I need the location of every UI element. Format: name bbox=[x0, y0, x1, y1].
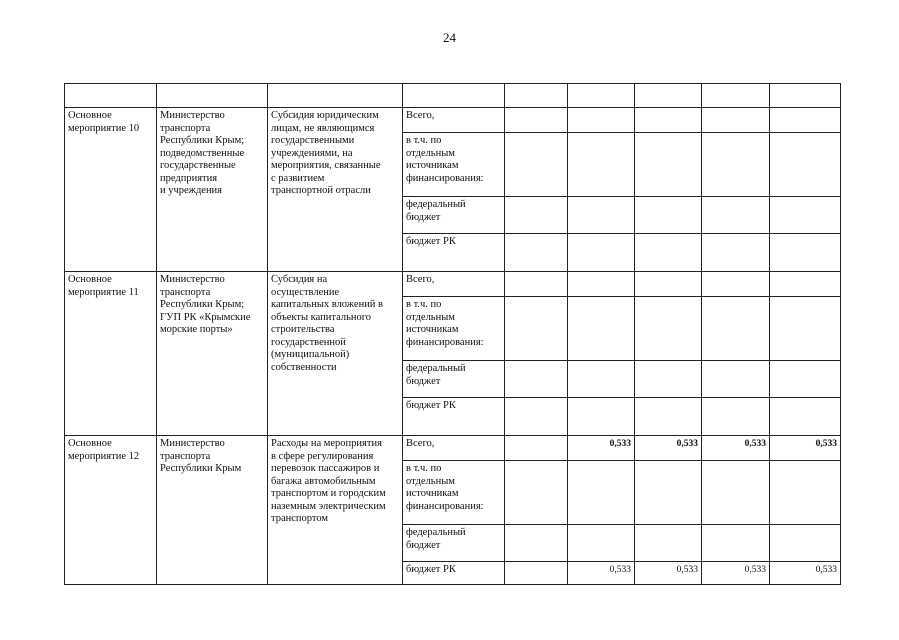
funding-source-cell bbox=[403, 562, 505, 585]
amount-cell: 0,533 bbox=[770, 436, 841, 461]
amount-cell bbox=[702, 234, 770, 272]
header-cell bbox=[635, 84, 702, 108]
amount-cell: 0,533 bbox=[635, 562, 702, 585]
funding-source-cell bbox=[403, 234, 505, 272]
financing-table bbox=[64, 83, 841, 585]
funding-source-cell bbox=[403, 361, 505, 398]
funding-source-cell bbox=[403, 461, 505, 525]
description-text: Субсидия на осуществление капитальных вложений в объекты капитального строительства государственной (муниципальной) собственности bbox=[271, 274, 384, 373]
header-cell bbox=[403, 84, 505, 108]
amount-cell bbox=[702, 133, 770, 197]
responsible-text: Министерство транспорта Республики Крым; ГУП РК «Крымские морские порты» bbox=[160, 274, 251, 335]
funding-source-label: бюджет РК bbox=[406, 236, 456, 247]
responsible-cell bbox=[157, 436, 268, 585]
amount-cell bbox=[770, 461, 841, 525]
funding-source-label: бюджет РК bbox=[406, 400, 456, 411]
amount-cell bbox=[635, 461, 702, 525]
funding-source-label: Всего, bbox=[406, 110, 435, 121]
funding-source-cell bbox=[403, 297, 505, 361]
header-cell bbox=[702, 84, 770, 108]
event-text: Основное мероприятие 12 bbox=[68, 438, 140, 462]
amount-cell bbox=[505, 272, 568, 297]
amount-cell: 0,533 bbox=[635, 436, 702, 461]
event-text: Основное мероприятие 11 bbox=[68, 274, 139, 298]
amount-cell bbox=[770, 197, 841, 234]
header-cell bbox=[505, 84, 568, 108]
header-cell bbox=[268, 84, 403, 108]
responsible-text: Министерство транспорта Республики Крым; подведомственные государственные предприятия и учреждения bbox=[160, 110, 245, 196]
amount-cell bbox=[702, 272, 770, 297]
table-header-row bbox=[65, 84, 841, 108]
amount-cell bbox=[505, 361, 568, 398]
responsible-cell bbox=[157, 272, 268, 436]
amount-cell bbox=[505, 461, 568, 525]
amount-cell: 0,533 bbox=[702, 562, 770, 585]
header-cell bbox=[65, 84, 157, 108]
amount-cell bbox=[505, 436, 568, 461]
amount-cell bbox=[702, 461, 770, 525]
amount-cell bbox=[568, 361, 635, 398]
amount-cell: 0,533 bbox=[770, 562, 841, 585]
funding-source-label: федеральный бюджет bbox=[406, 199, 466, 223]
event-cell bbox=[65, 436, 157, 585]
description-cell bbox=[268, 108, 403, 272]
amount-cell bbox=[635, 525, 702, 562]
amount-cell bbox=[568, 297, 635, 361]
amount-cell bbox=[635, 361, 702, 398]
amount-cell bbox=[568, 234, 635, 272]
amount-cell bbox=[568, 525, 635, 562]
header-cell bbox=[568, 84, 635, 108]
amount-cell bbox=[702, 361, 770, 398]
amount-cell bbox=[770, 272, 841, 297]
amount-cell bbox=[770, 398, 841, 436]
funding-source-label: в т.ч. по отдельным источникам финансирования: bbox=[406, 135, 484, 184]
page-number: 24 bbox=[443, 30, 456, 45]
description-cell bbox=[268, 436, 403, 585]
amount-cell bbox=[505, 525, 568, 562]
amount-cell bbox=[505, 133, 568, 197]
amount-cell bbox=[568, 398, 635, 436]
description-text: Субсидия юридическим лицам, не являющимся государственными учреждениями, на мероприятия, связанные с развитием транспортной отрасли bbox=[271, 110, 381, 196]
amount-cell bbox=[635, 234, 702, 272]
amount-cell bbox=[505, 108, 568, 133]
amount-cell bbox=[635, 108, 702, 133]
amount-cell bbox=[568, 133, 635, 197]
amount-cell bbox=[635, 398, 702, 436]
amount-cell bbox=[770, 234, 841, 272]
header-cell bbox=[157, 84, 268, 108]
amount-cell bbox=[505, 398, 568, 436]
funding-source-cell bbox=[403, 133, 505, 197]
amount-cell bbox=[702, 108, 770, 133]
table-row bbox=[65, 272, 841, 297]
amount-cell bbox=[505, 562, 568, 585]
funding-source-label: Всего, bbox=[406, 274, 435, 285]
event-cell bbox=[65, 108, 157, 272]
amount-cell bbox=[770, 361, 841, 398]
amount-cell bbox=[635, 272, 702, 297]
amount-cell: 0,533 bbox=[568, 436, 635, 461]
funding-source-label: федеральный бюджет bbox=[406, 363, 466, 387]
responsible-text: Министерство транспорта Республики Крым bbox=[160, 438, 242, 474]
responsible-cell bbox=[157, 108, 268, 272]
funding-source-label: в т.ч. по отдельным источникам финансирования: bbox=[406, 299, 484, 348]
amount-cell bbox=[505, 197, 568, 234]
amount-cell bbox=[505, 234, 568, 272]
amount-cell bbox=[635, 297, 702, 361]
funding-source-label: федеральный бюджет bbox=[406, 527, 466, 551]
funding-source-label: бюджет РК bbox=[406, 564, 456, 575]
description-text: Расходы на мероприятия в сфере регулирования перевозок пассажиров и багажа автомобильным транспортом и городским наземным электрическим транспортом bbox=[271, 438, 386, 524]
event-text: Основное мероприятие 10 bbox=[68, 110, 140, 134]
amount-cell bbox=[635, 133, 702, 197]
funding-source-label: Всего, bbox=[406, 438, 435, 449]
amount-cell bbox=[770, 525, 841, 562]
table-row bbox=[65, 436, 841, 461]
amount-cell bbox=[702, 525, 770, 562]
amount-cell bbox=[568, 197, 635, 234]
funding-source-cell bbox=[403, 108, 505, 133]
amount-cell: 0,533 bbox=[568, 562, 635, 585]
funding-source-cell bbox=[403, 398, 505, 436]
funding-source-label: в т.ч. по отдельным источникам финансирования: bbox=[406, 463, 484, 512]
amount-cell bbox=[568, 461, 635, 525]
amount-cell bbox=[568, 108, 635, 133]
amount-cell bbox=[568, 272, 635, 297]
amount-cell bbox=[770, 108, 841, 133]
amount-cell bbox=[635, 197, 702, 234]
description-cell bbox=[268, 272, 403, 436]
funding-source-cell bbox=[403, 272, 505, 297]
event-cell bbox=[65, 272, 157, 436]
amount-cell bbox=[702, 297, 770, 361]
amount-cell bbox=[702, 398, 770, 436]
funding-source-cell bbox=[403, 436, 505, 461]
amount-cell bbox=[505, 297, 568, 361]
table-row bbox=[65, 108, 841, 133]
table-body bbox=[65, 84, 841, 585]
funding-source-cell bbox=[403, 525, 505, 562]
amount-cell: 0,533 bbox=[702, 436, 770, 461]
funding-source-cell bbox=[403, 197, 505, 234]
amount-cell bbox=[770, 133, 841, 197]
amount-cell bbox=[770, 297, 841, 361]
header-cell bbox=[770, 84, 841, 108]
amount-cell bbox=[702, 197, 770, 234]
